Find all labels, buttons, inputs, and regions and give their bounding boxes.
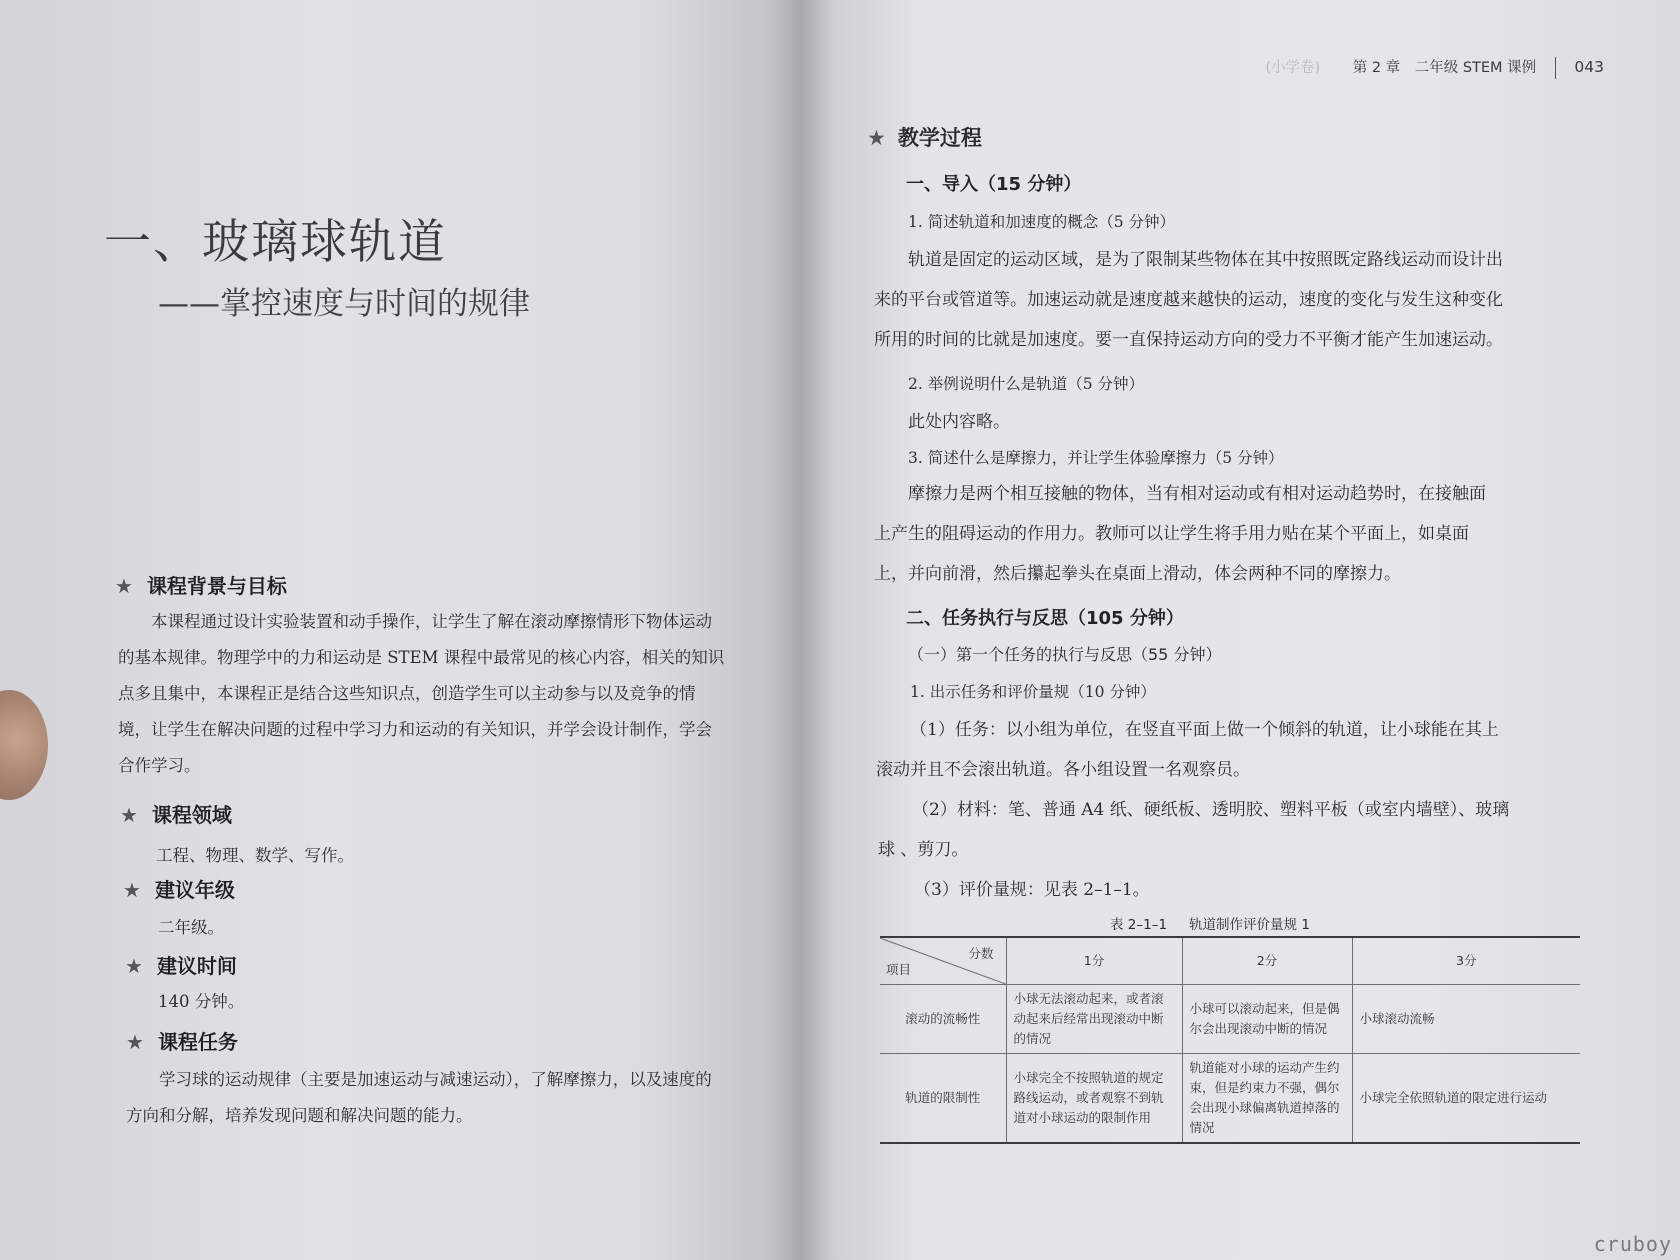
column-header-3: 3分 (1352, 937, 1580, 985)
star-icon: ★ (126, 1030, 144, 1054)
part1-item1-title: 1. 简述轨道和加速度的概念（5 分钟） (908, 213, 1176, 231)
corner-score-label: 分数 (968, 946, 994, 961)
part1-item3-title: 3. 简述什么是摩擦力，并让学生体验摩擦力（5 分钟） (908, 449, 1284, 467)
table-corner-cell (880, 937, 1006, 985)
time-text: 140 分钟。 (158, 992, 245, 1011)
table-cell: 小球完全依照轨道的限定进行运动 (1352, 1054, 1580, 1144)
table-cell: 小球无法滚动起来，或者滚动起来后经常出现滚动中断的情况 (1006, 985, 1182, 1054)
table-caption-title: 轨道制作评价量规 1 (1189, 917, 1310, 933)
part1-item3-paragraph: 摩擦力是两个相互接触的物体，当有相对运动或有相对运动趋势时，在接触面 上产生的阻碍运动的作用力。教师可以让学生将手用力贴在某个平面上，如桌面 上，并向前滑，然后攥起拳头在桌面上滑动，体会两种不同的摩擦力。 (874, 484, 1486, 584)
main-heading: ★ 教学过程 (867, 126, 982, 150)
table-cell: 小球完全不按照轨道的规定路线运动，或者观察不到轨道对小球运动的限制作用 (1006, 1054, 1182, 1144)
star-icon: ★ (115, 574, 133, 598)
rubric-reference: （3）评价量规：见表 2–1–1。 (914, 880, 1150, 900)
background-paragraph: 本课程通过设计实验装置和动手操作，让学生了解在滚动摩擦情形下物体运动 的基本规律。物理学中的力和运动是 STEM 课程中最常见的核心内容，相关的知识 点多且集中，本课程正是结合这些知识点，创造学生可以主动参与以及竞争的情 境，让学生在解决问题的过程中学习力和运动的有关知识，并学会设计制作，学会 合作学习。 (118, 612, 725, 775)
table-cell: 轨道能对小球的运动产生约束，但是约束力不强，偶尔会出现小球偏离轨道掉落的情况 (1182, 1054, 1352, 1144)
corner-item-label: 项目 (886, 962, 912, 977)
table-cell: 小球可以滚动起来，但是偶尔会出现滚动中断的情况 (1182, 985, 1352, 1054)
part2-item1-title: 1. 出示任务和评价量规（10 分钟） (910, 683, 1156, 701)
part2-subheading: （一）第一个任务的执行与反思（55 分钟） (908, 645, 1222, 664)
section-heading-time: ★ 建议时间 (125, 954, 237, 978)
table-caption (1110, 913, 1310, 933)
left-page (0, 0, 800, 1260)
part1-item2-text: 此处内容略。 (908, 412, 1010, 432)
grade-text: 二年级。 (158, 918, 224, 937)
right-page (800, 0, 1680, 1260)
star-icon: ★ (125, 954, 143, 978)
section-heading-task: ★ 课程任务 (126, 1030, 238, 1054)
materials-description: （2）材料：笔、普通 A4 纸、硬纸板、透明胶、塑料平板（或室内墙壁）、玻璃 球 、剪刀。 (878, 800, 1510, 860)
table-caption-number: 表 2–1–1 (1110, 917, 1168, 933)
section-heading-grade: ★ 建议年级 (123, 878, 235, 902)
row-item-label: 滚动的流畅性 (880, 985, 1006, 1054)
part1-item1-paragraph: 轨道是固定的运动区域，是为了限制某些物体在其中按照既定路线运动而设计出 来的平台或管道等。加速运动就是速度越来越快的运动，速度的变化与发生这种变化 所用的时间的比就是加速度。要一直保持运动方向的受力不平衡才能产生加速运动。 (874, 250, 1503, 350)
table-row (880, 985, 1580, 1054)
domain-text: 工程、物理、数学、写作。 (156, 846, 354, 865)
table-row (880, 1054, 1580, 1144)
section-heading-background: ★ 课程背景与目标 (115, 574, 287, 598)
star-icon: ★ (120, 803, 138, 827)
header-ghost-text: (小学卷) (1265, 60, 1321, 76)
part2-heading: 二、任务执行与反思（105 分钟） (906, 608, 1184, 629)
watermark: cruboy (1593, 1232, 1672, 1256)
header-chapter: 第 2 章 二年级 STEM 课例 (1352, 60, 1537, 76)
column-header-1: 1分 (1006, 937, 1182, 985)
table-cell: 小球滚动流畅 (1352, 985, 1580, 1054)
rubric-table (880, 936, 1580, 1144)
finger-thumb (0, 690, 48, 800)
header-divider (1555, 57, 1556, 79)
running-header (1265, 56, 1604, 79)
star-icon: ★ (867, 126, 886, 150)
part1-item2-title: 2. 举例说明什么是轨道（5 分钟） (908, 375, 1145, 393)
chapter-subtitle: ——掌控速度与时间的规律 (158, 286, 530, 322)
table-header-row (880, 937, 1580, 985)
part1-heading: 一、导入（15 分钟） (906, 174, 1082, 195)
column-header-2: 2分 (1182, 937, 1352, 985)
chapter-title: 一、玻璃球轨道 (104, 215, 447, 270)
task-paragraph: 学习球的运动规律（主要是加速运动与减速运动），了解摩擦力，以及速度的 方向和分解，培养发现问题和解决问题的能力。 (126, 1070, 712, 1125)
section-heading-domain: ★ 课程领域 (120, 803, 232, 827)
star-icon: ★ (123, 878, 141, 902)
task-description: （1）任务：以小组为单位，在竖直平面上做一个倾斜的轨道，让小球能在其上 滚动并且不会滚出轨道。各小组设置一名观察员。 (876, 720, 1499, 780)
row-item-label: 轨道的限制性 (880, 1054, 1006, 1144)
page-number: 043 (1574, 58, 1604, 76)
